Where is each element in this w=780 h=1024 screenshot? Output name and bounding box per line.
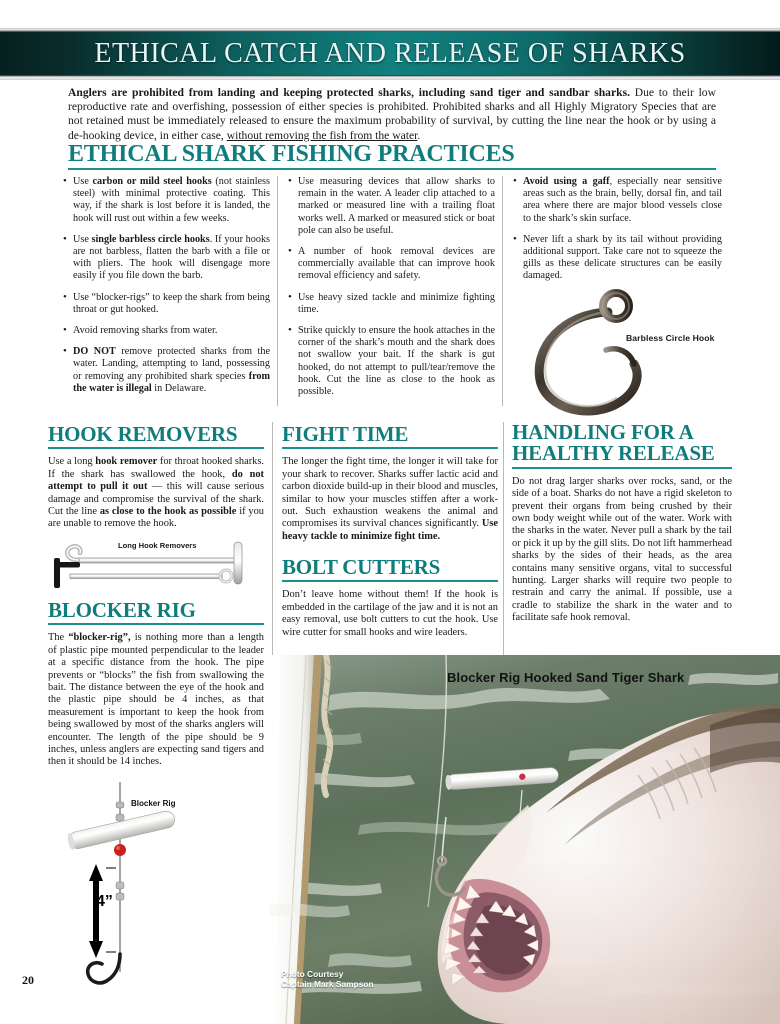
long-hook-removers-caption: Long Hook Removers <box>118 541 197 550</box>
photo-caption: Blocker Rig Hooked Sand Tiger Shark <box>447 670 685 685</box>
text-pre: Use “blocker-rigs” to keep the shark from being throat or gut hooked. <box>73 291 270 315</box>
section-fight-time <box>282 424 498 551</box>
text-b: “blocker-rig”, <box>68 632 131 644</box>
bullet-list <box>512 176 722 283</box>
section-heading: ETHICAL SHARK FISHING PRACTICES <box>68 141 515 167</box>
text-b: hook remover <box>95 456 158 468</box>
barbless-circle-hook-image <box>500 288 730 418</box>
heading-rule <box>48 447 264 449</box>
section-heading: BOLT CUTTERS <box>282 555 441 579</box>
list-item <box>62 292 270 316</box>
page-title: ETHICAL CATCH AND RELEASE OF SHARKS <box>94 37 686 69</box>
text-e: — this will cause serious damage and compromise the survival of the shark. Cut the line <box>48 481 264 518</box>
list-item <box>512 234 722 283</box>
text-pre: Use <box>73 233 92 245</box>
heading-rule <box>48 623 264 625</box>
text-c: for throat hooked sharks. If the shark has swallowed the hook, <box>48 456 264 480</box>
text-pre: Avoid removing sharks from water. <box>73 325 218 337</box>
text-bold: single barbless circle hooks <box>91 233 210 245</box>
text-f: as close to the hook as possible <box>99 506 237 518</box>
text-a: The longer the fight time, the longer it will take for your shark to recover. Sharks suffer lactic acid and carbon dioxide build-up in their blood and muscles, similar to how your muscles stiffen after a work-out. Such exhaustion weakens the animal and compromises its survival chances significantly. <box>282 456 498 530</box>
blocker-rig-diagram-caption: Blocker Rig <box>131 799 176 808</box>
heading-rule <box>282 580 498 582</box>
photo-credit-line-1: Photo Courtesy <box>281 969 344 979</box>
practices-column-1 <box>62 176 270 404</box>
intro-underlined: without removing the fish from the water <box>226 128 418 142</box>
section-hook-removers <box>48 424 264 539</box>
text-bold: DO NOT <box>73 346 116 358</box>
section-heading-line-2: HEALTHY RELEASE <box>512 441 715 466</box>
column-divider <box>277 176 278 406</box>
text-pre: Use <box>73 176 93 187</box>
section-blocker-rig <box>48 600 264 777</box>
section-heading: BLOCKER RIG <box>48 598 196 622</box>
text-a: The <box>48 632 69 644</box>
text-bold: carbon or mild steel hooks <box>92 176 212 187</box>
list-item <box>62 234 270 283</box>
blocker-rig-diagram <box>60 782 235 1007</box>
section-bolt-cutters <box>282 557 498 647</box>
text-post-2: in Delaware. <box>151 382 207 394</box>
text-pre: Use measuring devices that allow sharks to remain in the water. A leader clip attached to a marked or measured line with a trailing float works well. A marked or measured stick or boat pole can also be useful. <box>298 176 495 236</box>
bullet-list <box>287 176 495 398</box>
list-item <box>287 325 495 398</box>
section-ethical-shark-fishing-practices <box>68 142 716 170</box>
list-item <box>512 176 722 225</box>
fight-time-body <box>282 456 498 543</box>
list-item <box>287 246 495 283</box>
bullet-list <box>62 176 270 395</box>
banner-rule-bottom <box>0 76 780 80</box>
section-handling-healthy-release <box>512 422 732 633</box>
bolt-cutters-body: Don’t leave home without them! If the hook is embedded in the cartilage of the jaw and it is not an easy removal, use bolt cutters to cut the hook. Use wire cutter for small hooks and wire leaders. <box>282 589 498 638</box>
text-a: Use a long <box>48 456 96 468</box>
intro-tail: . <box>417 128 421 142</box>
banner-bar <box>0 31 780 76</box>
heading-rule <box>68 168 716 170</box>
list-item <box>62 325 270 337</box>
text-post: remove protected sharks from the water. Landing, attempting to land, possessing or removing any prohibited shark species <box>73 346 270 382</box>
text-post: , especially near sensitive areas such as the brain, belly, dorsal fin, and tail area where there are major blood vessels close to the shark’s skin surface. <box>523 176 722 224</box>
intro-lead: Anglers are prohibited from landing and keeping protected sharks, including sand tiger and sandbar sharks. <box>68 86 630 99</box>
text-d: do not attempt to pull it out <box>48 468 264 493</box>
blocker-rig-body <box>48 632 264 768</box>
page-number: 20 <box>22 973 34 987</box>
handling-body: Do not drag larger sharks over rocks, sand, or the side of a boat. Sharks do not have a rigid skeleton to prevent their organs from being crushed by their own body weight while out of the water. Work with the sharks in the water. Never pull a shark by the tail or pick it up by the gill slits. Do not lift hammerhead sharks by the sides of their heads, as the area contains many sensitive organs, vital to successful hunting. Larger sharks will require two people to restrain and carry the animal. If possible, use a cradle to stabilize the shark in the water and to facilitate safe hook removal. <box>512 475 732 624</box>
text-b: Use heavy tackle to minimize fight time. <box>282 518 498 542</box>
intro-rest: Due to their low reproductive rate and overfishing, possession of either species is prohibited. Prohibited sharks and all Highly Migratory Species that are not retained must be immediately released to ensure the maximum probability of survival, by cutting the line near the hook or by using a de-hooking device, in either case, <box>68 86 716 142</box>
text-bold-2: from the water is illegal <box>73 370 270 394</box>
text-c: is nothing more than a length of plastic pipe mounted perpendicular to the leader at a specific distance from the hook. The pipe prevents or “blocks” the fish from swallowing the bait. The distance between the eye of the hook and the plastic pipe should be 4 inches, as that measurement is important to keep the hook from being swallowed by most of the sharks anglers will encounter. The length of the pipe should be 9 inches, unless anglers are expecting sand tigers and then it should be 14 inches. <box>48 632 264 768</box>
column-divider <box>272 422 273 662</box>
barbless-circle-hook-caption: Barbless Circle Hook <box>626 333 715 343</box>
text-g: if you are unable to remove the hook. <box>48 506 264 530</box>
page-banner <box>0 28 780 80</box>
hook-removers-body <box>48 456 264 530</box>
photo-credit <box>281 969 374 990</box>
photo-credit-line-2: Captain Mark Sampson <box>281 979 374 990</box>
list-item <box>62 346 270 395</box>
section-heading-line-1: HANDLING FOR A <box>512 420 694 444</box>
list-item <box>287 292 495 316</box>
list-item <box>62 176 270 225</box>
section-heading: FIGHT TIME <box>282 422 409 446</box>
text-bold: Avoid using a gaff <box>523 176 610 187</box>
text-pre: Strike quickly to ensure the hook attaches in the corner of the shark’s mouth and the shark does not swallow your bait. If the shark is gut hooked, do not attempt to pull/tear/remove the hook. Cut the line as close to the hook as possible. <box>298 325 495 398</box>
list-item <box>287 176 495 237</box>
text-pre: Never lift a shark by its tail without providing additional support. Take care not to squeeze the gills as these delicate structures can be easily damaged. <box>523 233 722 282</box>
text-post: (not stainless steel) with minimal protective coating. This way, if the shark is lost before it is landed, the hook will rust out within a few weeks. <box>73 176 270 224</box>
blocker-rig-measurement-label: 4” <box>96 893 113 910</box>
text-pre: Use heavy sized tackle and minimize fighting time. <box>298 291 495 315</box>
text-post: . If your hooks are not barbless, flatten the barb with a file or with pliers. The hook will disengage more easily if you file down the barb. <box>73 233 271 282</box>
intro-paragraph <box>68 86 716 143</box>
column-divider <box>503 422 504 662</box>
heading-rule <box>282 447 498 449</box>
practices-column-2 <box>287 176 495 407</box>
practices-column-3 <box>512 176 722 292</box>
text-pre: A number of hook removal devices are commercially available that can improve hook removal efficiency and safety. <box>298 246 495 282</box>
heading-rule <box>512 467 732 469</box>
section-heading: HOOK REMOVERS <box>48 422 238 446</box>
